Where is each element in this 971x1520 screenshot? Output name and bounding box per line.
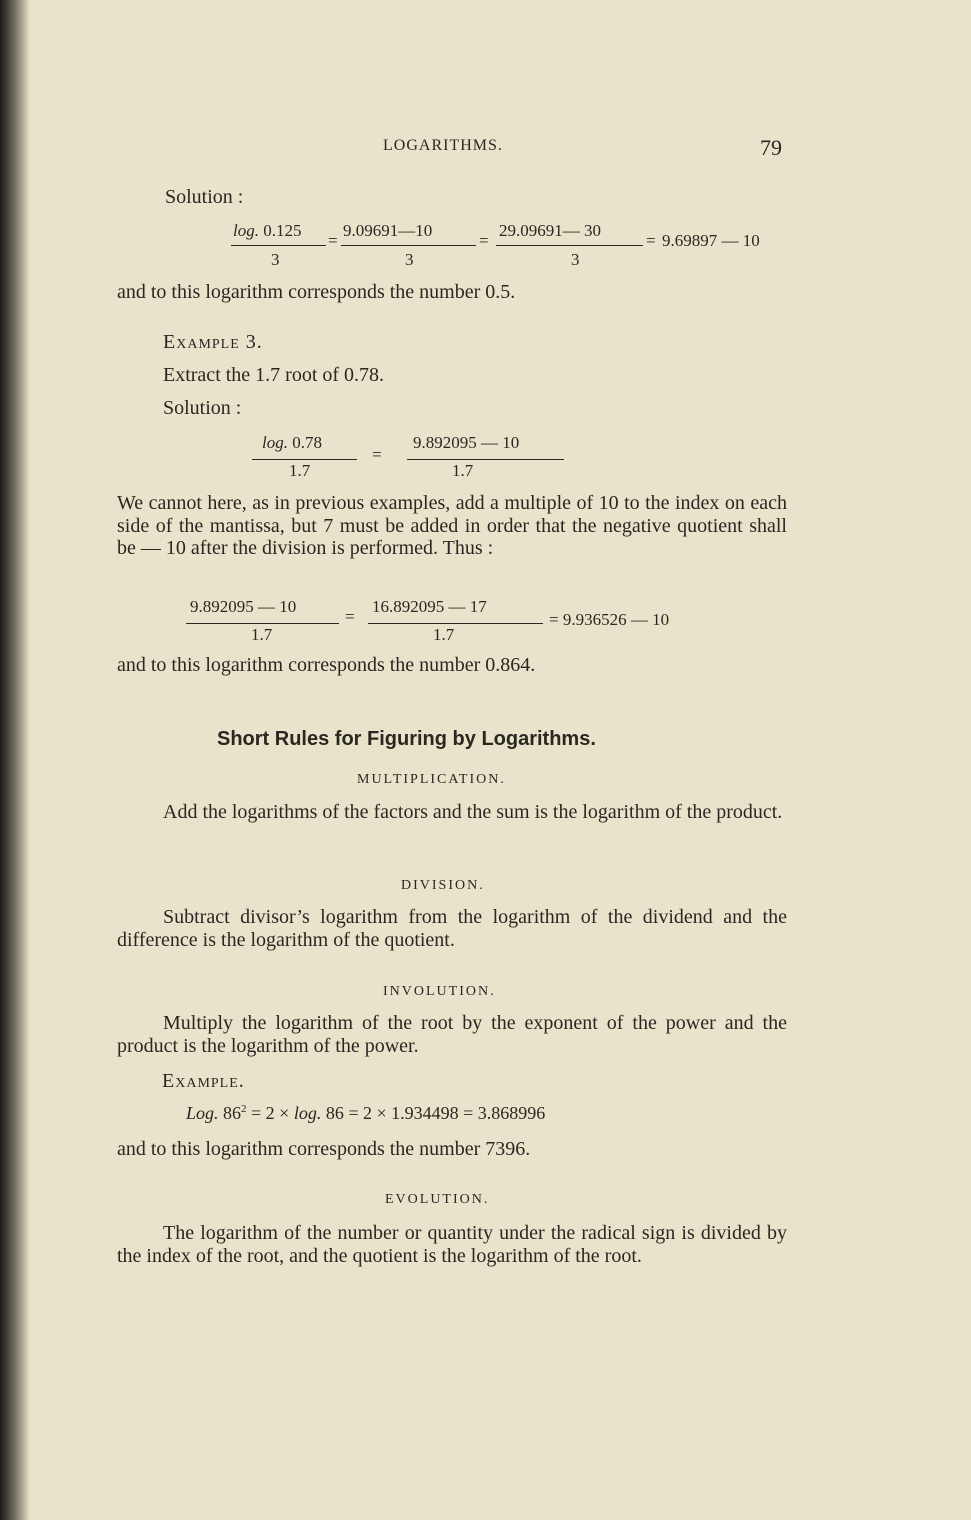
result: = 9.936526 — 10 (549, 610, 670, 629)
division-text: Subtract divisor’s logarithm from the logarithm of the dividend and the difference is the logarithm of the quotient. (117, 906, 787, 951)
fraction-2-denominator: 3 (405, 250, 414, 269)
fraction-3-numerator: 29.09691— 30 (499, 221, 601, 240)
involution-title: INVOLUTION. (383, 984, 496, 999)
involution-text: Multiply the logarithm of the root by the exponent of the power and the product is the logarithm of the power. (117, 1012, 787, 1057)
fraction-bar (186, 623, 339, 624)
result: 9.69897 — 10 (662, 231, 760, 250)
running-header: LOGARITHMS. (383, 137, 503, 154)
example-3-title: Example 3. (163, 331, 263, 353)
fraction-bar (231, 245, 326, 246)
equals-sign: = (345, 607, 355, 626)
fraction-bar (252, 459, 357, 460)
fraction-bar (496, 245, 643, 246)
fraction-1-numerator: log. 0.125 (233, 221, 302, 240)
multiplication-text: Add the logarithms of the factors and the sum is the logarithm of the product. (163, 801, 783, 823)
equals-sign: = (328, 231, 338, 250)
division-title: DIVISION. (401, 878, 485, 893)
fraction-1-denominator: 3 (271, 250, 280, 269)
equals-sign: = (372, 445, 382, 464)
section-heading: Short Rules for Figuring by Logarithms. (217, 728, 596, 750)
solution-1-conclusion: and to this logarithm corresponds the number 0.5. (117, 281, 516, 303)
fraction-denominator: 1.7 (452, 461, 474, 480)
fraction-denominator: 1.7 (433, 625, 455, 644)
fraction-denominator: 1.7 (289, 461, 311, 480)
fraction-numerator: 9.892095 — 10 (190, 597, 297, 616)
fraction-2-numerator: 9.09691—10 (343, 221, 433, 240)
fraction-numerator: 9.892095 — 10 (413, 433, 520, 452)
involution-formula: Log. $86^2 = 2 \times \log$. 86 = 2 × 1.934498 = 3.868996 (186, 1103, 546, 1123)
fraction-numerator: 16.892095 — 17 (372, 597, 487, 616)
example-3-task: Extract the 1.7 root of 0.78. (163, 364, 385, 386)
page-number: 79 (760, 135, 782, 160)
multiplication-title: MULTIPLICATION. (357, 772, 506, 787)
fraction-bar (368, 623, 543, 624)
solution-label: Solution : (165, 186, 244, 208)
involution-example-title: Example. (162, 1070, 245, 1092)
fraction-numerator: log. 0.78 (262, 433, 322, 452)
example-3-explanation: We cannot here, as in previous examples, add a multiple of 10 to the index on each side of the mantissa, but 7 must be added in order that the negative quotient shall be — 10 after the division is performed. Thus : (117, 492, 787, 559)
example-3-conclusion: and to this logarithm corresponds the number 0.864. (117, 654, 536, 676)
fraction-3-denominator: 3 (571, 250, 580, 269)
fraction-bar (341, 245, 476, 246)
evolution-text: The logarithm of the number or quantity under the radical sign is divided by the index of the root, and the quotient is the logarithm of the root. (117, 1222, 787, 1267)
equals-sign: = (646, 231, 656, 250)
book-binding-edge (0, 0, 30, 1520)
example-3-solution-label: Solution : (163, 397, 242, 419)
equals-sign: = (479, 231, 489, 250)
fraction-bar (407, 459, 564, 460)
fraction-denominator: 1.7 (251, 625, 273, 644)
involution-conclusion: and to this logarithm corresponds the number 7396. (117, 1138, 531, 1160)
evolution-title: EVOLUTION. (385, 1192, 490, 1207)
